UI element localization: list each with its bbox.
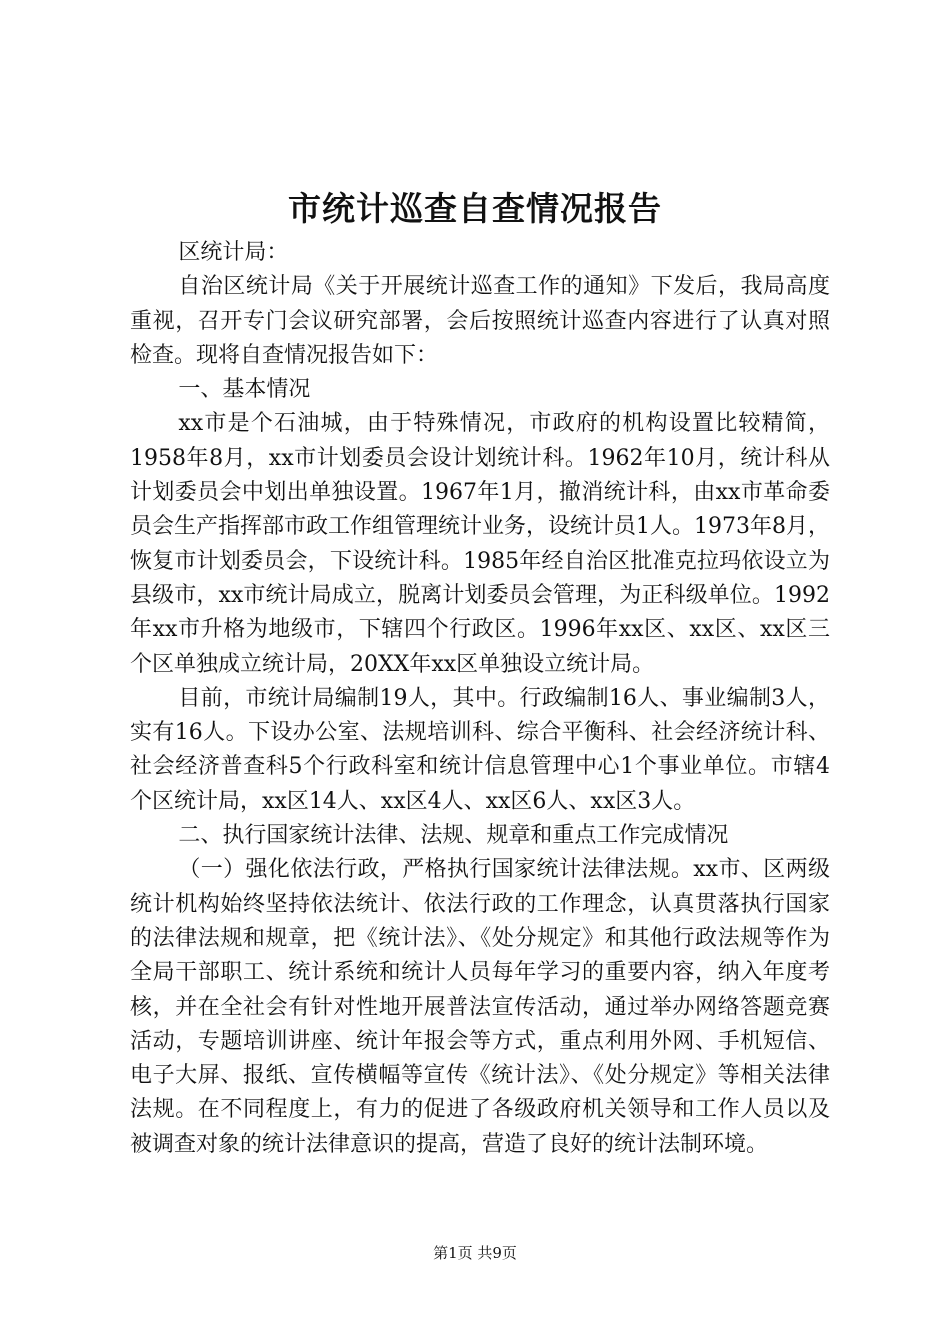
- document-body: [130, 236, 830, 1162]
- document-title: 市统计巡查自查情况报告: [288, 189, 662, 228]
- salutation: 区统计局：: [178, 240, 289, 265]
- section-heading-basic: 一、基本情况: [178, 377, 311, 403]
- history-paragraph: xx市是个石油城，由于特殊情况，市政府的机构设置比较精简，1958年8月，xx市计划委员会设计划统计科。1962年10月，统计科从计划委员会中划出单独设置。1967年1月，撤消统计科，由xx市革命委员会生产指挥部市政工作组管理统计业务，设统计员1人。1973年8月，恢复市计划委员会，下设统计科。1985年经自治区批准克拉玛依设立为县级市，xx市统计局成立，脱离计划委员会管理，为正科级单位。1992年xx市升格为地级市，下辖四个行政区。1996年xx区、xx区、xx区三个区单独成立统计局，20XX年xx区单独设立统计局。: [130, 411, 830, 677]
- page-number-footer: 第1页 共9页: [433, 1244, 517, 1262]
- law-paragraph: （一）强化依法行政，严格执行国家统计法律法规。xx市、区两级统计机构始终坚持依法统计、依法行政的工作理念，认真贯落执行国家的法律法规和规章，把《统计法》、《处分规定》和其他行政法规等作为全局干部职工、统计系统和统计人员每年学习的重要内容，纳入年度考核，并在全社会有针对性地开展普法宣传活动，通过举办网络答题竞赛活动，专题培训讲座、统计年报会等方式，重点利用外网、手机短信、电子大屏、报纸、宣传横幅等宣传《统计法》、《处分规定》等相关法律法规。在不同程度上，有力的促进了各级政府机关领导和工作人员以及被调查对象的统计法律意识的提高，营造了良好的统计法制环境。: [130, 857, 830, 1157]
- intro-paragraph: 自治区统计局《关于开展统计巡查工作的通知》下发后，我局高度重视，召开专门会议研究部署，会后按照统计巡查内容进行了认真对照检查。现将自查情况报告如下：: [130, 274, 830, 368]
- staffing-paragraph: 目前，市统计局编制19人，其中。行政编制16人、事业编制3人，实有16人。下设办公室、法规培训科、综合平衡科、社会经济统计科、社会经济普查科5个行政科室和统计信息管理中心1个事业单位。市辖4个区统计局，xx区14人、xx区4人、xx区6人、xx区3人。: [130, 685, 830, 814]
- section-heading-law: 二、执行国家统计法律、法规、规章和重点工作完成情况: [178, 823, 729, 849]
